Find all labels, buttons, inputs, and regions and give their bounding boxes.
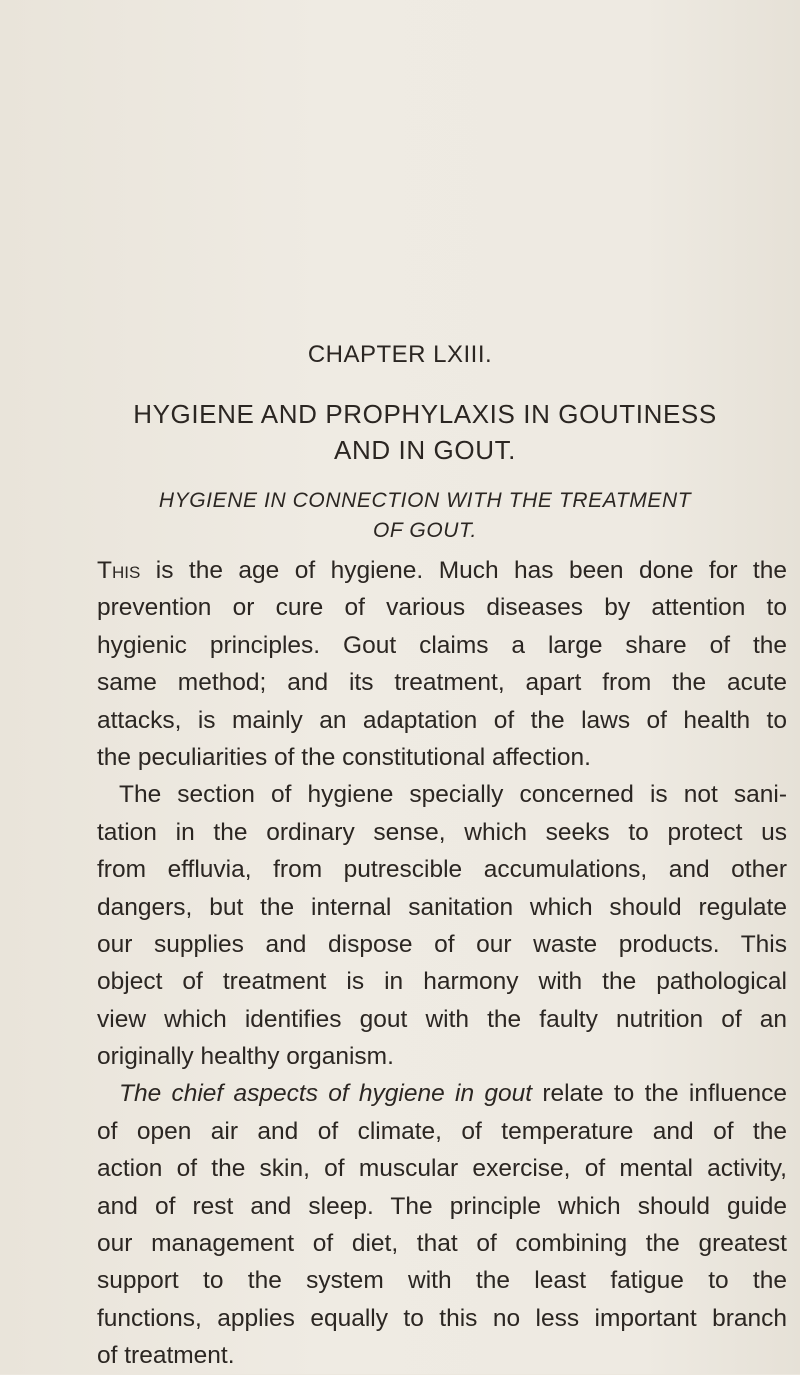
text-line: dangers, but the internal sanitation which should regulate (97, 893, 787, 921)
chapter-title-line: HYGIENE AND PROPHYLAXIS IN GOUTINESS (133, 399, 717, 429)
text-line: action of the skin, of muscular exercise, of mental activity, (97, 1155, 787, 1183)
text-line: functions, applies equally to this no less important branch (97, 1304, 787, 1332)
section-heading (90, 486, 760, 546)
text-line: of treatment. (97, 1342, 235, 1370)
small-caps-lead: This (97, 557, 141, 584)
text-line: same method; and its treatment, apart from the acute (97, 669, 787, 697)
text-line: tation in the ordinary sense, which seeks to protect us (97, 818, 787, 846)
line-text: relate to the influence (532, 1080, 787, 1108)
text-line: support to the system with the least fatigue to the (97, 1267, 787, 1295)
text-line: our management of diet, that of combining the greatest (97, 1230, 787, 1258)
text-line: originally healthy organism. (97, 1043, 394, 1071)
body-text (97, 552, 787, 1375)
text-line: our supplies and dispose of our waste products. This (97, 930, 787, 958)
section-heading-line: OF GOUT. (373, 519, 477, 542)
text-line: object of treatment is in harmony with the pathological (97, 968, 787, 996)
chapter-title-line: AND IN GOUT. (334, 435, 516, 465)
chapter-number: CHAPTER LXIII. (307, 341, 493, 368)
text-line (97, 1075, 787, 1112)
section-heading-line: HYGIENE IN CONNECTION WITH THE TREATMENT (158, 489, 692, 512)
italic-lead: The chief aspects of hygiene in gout (119, 1080, 533, 1108)
text-line: of open air and of climate, of temperature and of the (97, 1117, 787, 1145)
line-text: is the age of hygiene. Much has been done for the (140, 557, 787, 584)
text-line: view which identifies gout with the faulty nutrition of an (97, 1005, 787, 1033)
text-line: hygienic principles. Gout claims a large share of the (97, 631, 787, 659)
text-line: The section of hygiene specially concerned is not sani- (119, 781, 787, 809)
text-line: prevention or cure of various diseases by attention to (97, 594, 787, 622)
chapter-title (80, 396, 770, 468)
text-line: from effluvia, from putrescible accumulations, and other (97, 856, 787, 884)
text-line: the peculiarities of the constitutional affection. (97, 743, 591, 771)
text-line (97, 552, 787, 589)
text-line: attacks, is mainly an adaptation of the laws of health to (97, 706, 787, 734)
text-line: and of rest and sleep. The principle which should guide (97, 1192, 787, 1220)
